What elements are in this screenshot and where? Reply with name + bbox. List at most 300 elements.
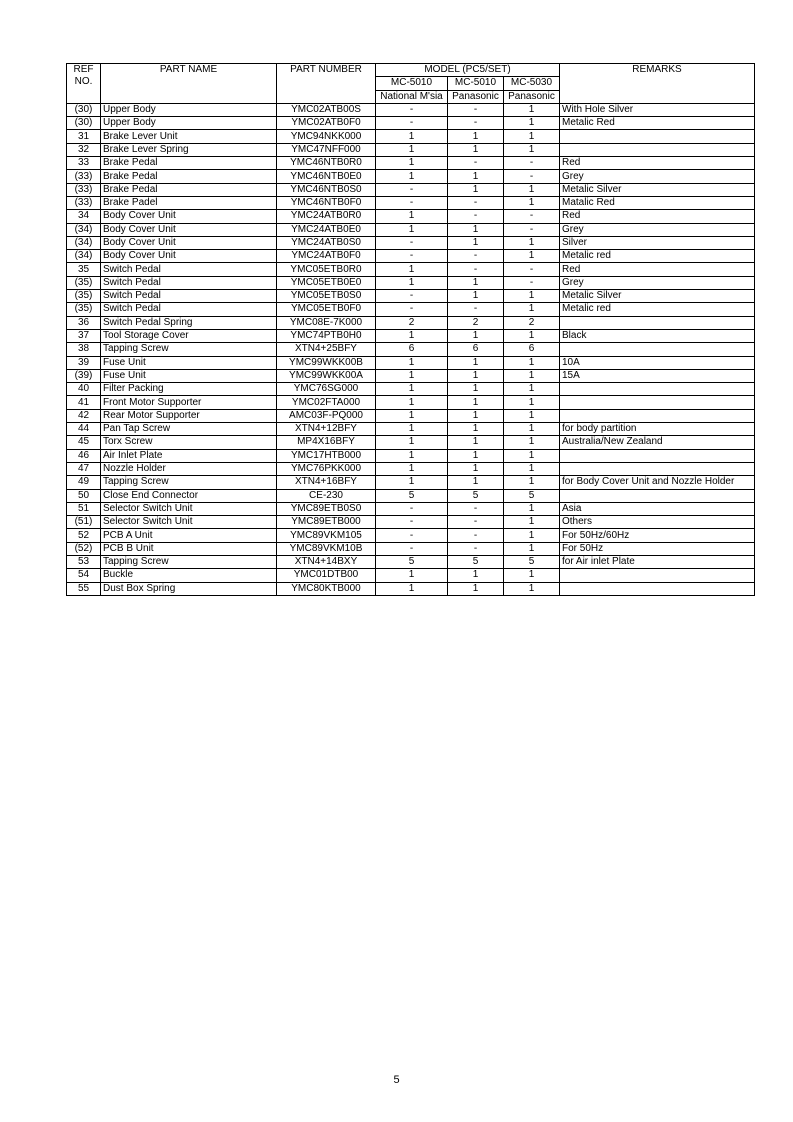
qty-panasonic-mc5030-cell: 1 — [504, 236, 560, 249]
part-name-cell: Brake Pedal — [101, 157, 277, 170]
qty-panasonic-mc5010-cell: - — [448, 210, 504, 223]
part-name-cell: Upper Body — [101, 103, 277, 116]
table-row — [67, 542, 755, 555]
qty-panasonic-mc5030-cell: 1 — [504, 449, 560, 462]
remarks-cell — [560, 396, 755, 409]
qty-panasonic-mc5030-cell: 1 — [504, 143, 560, 156]
ref-cell: 36 — [67, 316, 101, 329]
remarks-cell: Metalic Silver — [560, 183, 755, 196]
qty-panasonic-mc5010-cell: - — [448, 542, 504, 555]
page-number: 5 — [393, 1074, 400, 1086]
part-number-cell: YMC17HTB000 — [277, 449, 376, 462]
qty-panasonic-mc5010-cell: 1 — [448, 396, 504, 409]
qty-panasonic-mc5030-cell: - — [504, 210, 560, 223]
part-number-cell: YMC46NTB0E0 — [277, 170, 376, 183]
qty-national-mc5010-cell: - — [376, 196, 448, 209]
qty-national-mc5010-cell: 1 — [376, 396, 448, 409]
qty-panasonic-mc5010-cell: 1 — [448, 276, 504, 289]
qty-panasonic-mc5010-cell: 5 — [448, 489, 504, 502]
part-name-cell: Switch Pedal — [101, 290, 277, 303]
ref-cell: (30) — [67, 103, 101, 116]
qty-panasonic-mc5030-cell: 5 — [504, 489, 560, 502]
qty-national-mc5010-cell: - — [376, 303, 448, 316]
table-row — [67, 263, 755, 276]
ref-cell: 32 — [67, 143, 101, 156]
qty-panasonic-mc5010-cell: - — [448, 157, 504, 170]
ref-cell: (35) — [67, 276, 101, 289]
remarks-cell — [560, 582, 755, 595]
part-name-cell: Selector Switch Unit — [101, 516, 277, 529]
part-name-cell: Brake Pedal — [101, 183, 277, 196]
table-row — [67, 502, 755, 515]
table-row — [67, 569, 755, 582]
qty-panasonic-mc5030-cell: - — [504, 263, 560, 276]
part-name-cell: Brake Lever Unit — [101, 130, 277, 143]
table-row — [67, 290, 755, 303]
table-row — [67, 529, 755, 542]
qty-panasonic-mc5010-cell: 1 — [448, 236, 504, 249]
part-number-cell: YMC89VKM105 — [277, 529, 376, 542]
table-row — [67, 196, 755, 209]
remarks-cell: for body partition — [560, 423, 755, 436]
part-name-cell: Dust Box Spring — [101, 582, 277, 595]
part-number-cell: CE-230 — [277, 489, 376, 502]
no-header-label: NO. — [74, 76, 93, 87]
part-number-cell: YMC01DTB00 — [277, 569, 376, 582]
qty-panasonic-mc5010-cell: - — [448, 529, 504, 542]
table-row — [67, 462, 755, 475]
qty-panasonic-mc5030-cell: 1 — [504, 423, 560, 436]
remarks-cell: Silver — [560, 236, 755, 249]
ref-cell: 49 — [67, 476, 101, 489]
qty-panasonic-mc5010-cell: - — [448, 303, 504, 316]
ref-cell: 46 — [67, 449, 101, 462]
qty-panasonic-mc5010-cell: 1 — [448, 569, 504, 582]
table-row — [67, 223, 755, 236]
qty-panasonic-mc5030-cell: 2 — [504, 316, 560, 329]
part-number-cell: YMC46NTB0F0 — [277, 196, 376, 209]
model-header: MODEL (PC5/SET) — [376, 64, 560, 77]
remarks-cell: Metalic Red — [560, 117, 755, 130]
remarks-cell: For 50Hz/60Hz — [560, 529, 755, 542]
qty-panasonic-mc5030-cell: 1 — [504, 130, 560, 143]
qty-national-mc5010-cell: 2 — [376, 316, 448, 329]
qty-national-mc5010-cell: 1 — [376, 170, 448, 183]
remarks-cell — [560, 489, 755, 502]
part-number-cell: YMC46NTB0R0 — [277, 157, 376, 170]
ref-cell: 38 — [67, 343, 101, 356]
part-number-cell: YMC46NTB0S0 — [277, 183, 376, 196]
table-row — [67, 329, 755, 342]
qty-panasonic-mc5010-cell: 1 — [448, 170, 504, 183]
part-number-cell: YMC47NFF000 — [277, 143, 376, 156]
part-name-cell: PCB B Unit — [101, 542, 277, 555]
part-number-cell: YMC24ATB0E0 — [277, 223, 376, 236]
part-number-cell: YMC89ETB000 — [277, 516, 376, 529]
qty-national-mc5010-cell: 1 — [376, 369, 448, 382]
remarks-cell: Metalic red — [560, 303, 755, 316]
qty-panasonic-mc5010-cell: - — [448, 263, 504, 276]
qty-panasonic-mc5030-cell: - — [504, 157, 560, 170]
table-row — [67, 303, 755, 316]
table-row — [67, 210, 755, 223]
qty-panasonic-mc5030-cell: 1 — [504, 542, 560, 555]
part-number-cell: YMC08E-7K000 — [277, 316, 376, 329]
parts-list-sheet — [66, 63, 754, 596]
qty-panasonic-mc5030-cell: 1 — [504, 183, 560, 196]
qty-panasonic-mc5010-cell: 1 — [448, 449, 504, 462]
part-name-cell: Brake Padel — [101, 196, 277, 209]
part-number-cell: YMC80KTB000 — [277, 582, 376, 595]
table-row — [67, 236, 755, 249]
qty-panasonic-mc5030-cell: 1 — [504, 462, 560, 475]
part-name-cell: Tool Storage Cover — [101, 329, 277, 342]
ref-header-label: REF — [73, 64, 94, 75]
table-row — [67, 476, 755, 489]
part-name-cell: Tapping Screw — [101, 555, 277, 568]
qty-panasonic-mc5010-cell: 1 — [448, 436, 504, 449]
qty-panasonic-mc5010-cell: - — [448, 516, 504, 529]
qty-national-mc5010-cell: 1 — [376, 436, 448, 449]
table-row — [67, 582, 755, 595]
qty-panasonic-mc5030-cell: 5 — [504, 555, 560, 568]
table-row — [67, 436, 755, 449]
part-name-cell: Torx Screw — [101, 436, 277, 449]
qty-national-mc5010-cell: 1 — [376, 329, 448, 342]
qty-national-mc5010-cell: - — [376, 290, 448, 303]
part-name-cell: Switch Pedal Spring — [101, 316, 277, 329]
part-number-cell: YMC02ATB0F0 — [277, 117, 376, 130]
remarks-cell: Grey — [560, 223, 755, 236]
table-row — [67, 170, 755, 183]
model-name-header: MC-5010 — [376, 77, 448, 90]
qty-national-mc5010-cell: 1 — [376, 223, 448, 236]
part-number-cell: XTN4+14BXY — [277, 555, 376, 568]
qty-panasonic-mc5010-cell: - — [448, 196, 504, 209]
table-row — [67, 143, 755, 156]
part-number-cell: MP4X16BFY — [277, 436, 376, 449]
table-row — [67, 316, 755, 329]
qty-panasonic-mc5010-cell: 1 — [448, 143, 504, 156]
table-header — [67, 64, 755, 104]
part-number-cell: YMC99WKK00B — [277, 356, 376, 369]
model-brand-header: National M'sia — [376, 90, 448, 103]
remarks-cell: Black — [560, 329, 755, 342]
qty-national-mc5010-cell: - — [376, 183, 448, 196]
qty-panasonic-mc5010-cell: 1 — [448, 423, 504, 436]
part-name-cell: Tapping Screw — [101, 343, 277, 356]
qty-national-mc5010-cell: - — [376, 516, 448, 529]
table-row — [67, 555, 755, 568]
ref-cell: (33) — [67, 170, 101, 183]
part-name-cell: Selector Switch Unit — [101, 502, 277, 515]
part-name-cell: Front Motor Supporter — [101, 396, 277, 409]
ref-cell: (35) — [67, 290, 101, 303]
qty-panasonic-mc5030-cell: 1 — [504, 409, 560, 422]
ref-cell: 44 — [67, 423, 101, 436]
ref-cell: 51 — [67, 502, 101, 515]
part-number-cell: YMC89ETB0S0 — [277, 502, 376, 515]
ref-cell: (34) — [67, 223, 101, 236]
qty-panasonic-mc5030-cell: 1 — [504, 290, 560, 303]
part-number-header: PART NUMBER — [277, 64, 376, 104]
qty-national-mc5010-cell: 1 — [376, 582, 448, 595]
qty-panasonic-mc5030-cell: - — [504, 276, 560, 289]
ref-cell: (52) — [67, 542, 101, 555]
part-number-cell: YMC99WKK00A — [277, 369, 376, 382]
part-number-cell: YMC24ATB0F0 — [277, 250, 376, 263]
remarks-cell: 15A — [560, 369, 755, 382]
part-number-cell: YMC24ATB0S0 — [277, 236, 376, 249]
ref-cell: 47 — [67, 462, 101, 475]
qty-national-mc5010-cell: - — [376, 529, 448, 542]
qty-panasonic-mc5010-cell: 5 — [448, 555, 504, 568]
table-row — [67, 183, 755, 196]
qty-panasonic-mc5010-cell: - — [448, 502, 504, 515]
qty-panasonic-mc5030-cell: 1 — [504, 356, 560, 369]
ref-cell: (35) — [67, 303, 101, 316]
ref-cell: 41 — [67, 396, 101, 409]
part-name-cell: PCB A Unit — [101, 529, 277, 542]
ref-cell: 50 — [67, 489, 101, 502]
part-name-cell: Fuse Unit — [101, 369, 277, 382]
ref-cell: (51) — [67, 516, 101, 529]
remarks-cell: Asia — [560, 502, 755, 515]
qty-panasonic-mc5010-cell: 2 — [448, 316, 504, 329]
remarks-cell: Red — [560, 210, 755, 223]
qty-national-mc5010-cell: 1 — [376, 276, 448, 289]
qty-panasonic-mc5010-cell: 1 — [448, 383, 504, 396]
part-number-cell: AMC03F-PQ000 — [277, 409, 376, 422]
qty-national-mc5010-cell: 6 — [376, 343, 448, 356]
table-row — [67, 117, 755, 130]
qty-panasonic-mc5010-cell: 1 — [448, 356, 504, 369]
part-name-cell: Switch Pedal — [101, 263, 277, 276]
qty-panasonic-mc5030-cell: 1 — [504, 476, 560, 489]
ref-cell: (34) — [67, 236, 101, 249]
part-name-cell: Air Inlet Plate — [101, 449, 277, 462]
ref-cell: (34) — [67, 250, 101, 263]
ref-cell: 42 — [67, 409, 101, 422]
remarks-cell — [560, 409, 755, 422]
model-brand-header: Panasonic — [448, 90, 504, 103]
part-name-cell: Switch Pedal — [101, 276, 277, 289]
remarks-cell: for Air inlet Plate — [560, 555, 755, 568]
table-row — [67, 383, 755, 396]
qty-national-mc5010-cell: 1 — [376, 462, 448, 475]
parts-table-body — [67, 103, 755, 595]
part-number-cell: XTN4+25BFY — [277, 343, 376, 356]
part-number-cell: YMC76SG000 — [277, 383, 376, 396]
qty-panasonic-mc5010-cell: 1 — [448, 329, 504, 342]
remarks-cell: Others — [560, 516, 755, 529]
qty-panasonic-mc5010-cell: 6 — [448, 343, 504, 356]
ref-cell: 37 — [67, 329, 101, 342]
table-row — [67, 356, 755, 369]
ref-cell: (30) — [67, 117, 101, 130]
remarks-cell — [560, 316, 755, 329]
qty-panasonic-mc5030-cell: 1 — [504, 369, 560, 382]
remarks-cell: for Body Cover Unit and Nozzle Holder — [560, 476, 755, 489]
qty-national-mc5010-cell: 1 — [376, 210, 448, 223]
part-name-cell: Pan Tap Screw — [101, 423, 277, 436]
part-name-cell: Fuse Unit — [101, 356, 277, 369]
qty-panasonic-mc5030-cell: - — [504, 223, 560, 236]
qty-panasonic-mc5030-cell: - — [504, 170, 560, 183]
qty-national-mc5010-cell: 1 — [376, 476, 448, 489]
part-name-cell: Nozzle Holder — [101, 462, 277, 475]
qty-national-mc5010-cell: - — [376, 236, 448, 249]
table-row — [67, 423, 755, 436]
qty-panasonic-mc5010-cell: 1 — [448, 462, 504, 475]
part-name-cell: Switch Pedal — [101, 303, 277, 316]
remarks-cell — [560, 569, 755, 582]
remarks-cell — [560, 343, 755, 356]
ref-cell: 35 — [67, 263, 101, 276]
qty-national-mc5010-cell: - — [376, 103, 448, 116]
ref-cell: 53 — [67, 555, 101, 568]
qty-national-mc5010-cell: 5 — [376, 555, 448, 568]
table-row — [67, 489, 755, 502]
qty-panasonic-mc5030-cell: 1 — [504, 117, 560, 130]
model-name-header: MC-5030 — [504, 77, 560, 90]
part-name-cell: Body Cover Unit — [101, 250, 277, 263]
qty-national-mc5010-cell: 1 — [376, 423, 448, 436]
table-row — [67, 396, 755, 409]
qty-panasonic-mc5030-cell: 1 — [504, 396, 560, 409]
qty-panasonic-mc5030-cell: 1 — [504, 250, 560, 263]
remarks-cell: For 50Hz — [560, 542, 755, 555]
qty-panasonic-mc5010-cell: 1 — [448, 369, 504, 382]
part-name-cell: Filter Packing — [101, 383, 277, 396]
remarks-cell — [560, 130, 755, 143]
qty-national-mc5010-cell: 1 — [376, 569, 448, 582]
remarks-cell — [560, 143, 755, 156]
qty-panasonic-mc5010-cell: - — [448, 250, 504, 263]
qty-national-mc5010-cell: - — [376, 250, 448, 263]
part-name-cell: Tapping Screw — [101, 476, 277, 489]
table-row — [67, 369, 755, 382]
qty-national-mc5010-cell: - — [376, 542, 448, 555]
table-row — [67, 157, 755, 170]
qty-panasonic-mc5030-cell: 1 — [504, 303, 560, 316]
qty-panasonic-mc5010-cell: 1 — [448, 582, 504, 595]
qty-national-mc5010-cell: - — [376, 117, 448, 130]
ref-cell: (33) — [67, 183, 101, 196]
qty-panasonic-mc5030-cell: 1 — [504, 103, 560, 116]
table-row — [67, 343, 755, 356]
remarks-cell: Red — [560, 157, 755, 170]
qty-national-mc5010-cell: 1 — [376, 383, 448, 396]
qty-panasonic-mc5030-cell: 1 — [504, 329, 560, 342]
remarks-cell: Australia/New Zealand — [560, 436, 755, 449]
qty-panasonic-mc5010-cell: 1 — [448, 130, 504, 143]
qty-panasonic-mc5030-cell: 1 — [504, 383, 560, 396]
part-number-cell: XTN4+12BFY — [277, 423, 376, 436]
model-name-header: MC-5010 — [448, 77, 504, 90]
part-number-cell: YMC02FTA000 — [277, 396, 376, 409]
qty-national-mc5010-cell: 1 — [376, 263, 448, 276]
qty-panasonic-mc5010-cell: 1 — [448, 476, 504, 489]
remarks-cell: Red — [560, 263, 755, 276]
ref-cell: (33) — [67, 196, 101, 209]
qty-panasonic-mc5030-cell: 1 — [504, 569, 560, 582]
remarks-cell: 10A — [560, 356, 755, 369]
part-number-cell: XTN4+16BFY — [277, 476, 376, 489]
ref-cell: 31 — [67, 130, 101, 143]
remarks-cell — [560, 383, 755, 396]
part-number-cell: YMC05ETB0S0 — [277, 290, 376, 303]
qty-national-mc5010-cell: 5 — [376, 489, 448, 502]
part-number-cell: YMC89VKM10B — [277, 542, 376, 555]
table-row — [67, 276, 755, 289]
part-name-cell: Upper Body — [101, 117, 277, 130]
remarks-cell: Metalic Silver — [560, 290, 755, 303]
qty-panasonic-mc5030-cell: 1 — [504, 436, 560, 449]
qty-national-mc5010-cell: - — [376, 502, 448, 515]
part-number-cell: YMC05ETB0R0 — [277, 263, 376, 276]
table-row — [67, 103, 755, 116]
ref-cell: 40 — [67, 383, 101, 396]
qty-panasonic-mc5030-cell: 1 — [504, 529, 560, 542]
part-name-header: PART NAME — [101, 64, 277, 104]
part-number-cell: YMC76PKK000 — [277, 462, 376, 475]
ref-cell: 33 — [67, 157, 101, 170]
table-row — [67, 130, 755, 143]
part-name-cell: Brake Lever Spring — [101, 143, 277, 156]
parts-table — [66, 63, 755, 596]
qty-panasonic-mc5010-cell: 1 — [448, 223, 504, 236]
qty-national-mc5010-cell: 1 — [376, 409, 448, 422]
ref-cell: (39) — [67, 369, 101, 382]
part-name-cell: Buckle — [101, 569, 277, 582]
qty-panasonic-mc5030-cell: 1 — [504, 502, 560, 515]
remarks-cell — [560, 449, 755, 462]
qty-panasonic-mc5030-cell: 1 — [504, 516, 560, 529]
table-row — [67, 449, 755, 462]
ref-cell: 52 — [67, 529, 101, 542]
qty-panasonic-mc5010-cell: 1 — [448, 290, 504, 303]
qty-national-mc5010-cell: 1 — [376, 157, 448, 170]
model-brand-header: Panasonic — [504, 90, 560, 103]
table-row — [67, 250, 755, 263]
part-name-cell: Body Cover Unit — [101, 223, 277, 236]
qty-panasonic-mc5010-cell: 1 — [448, 183, 504, 196]
remarks-cell: Metalic red — [560, 250, 755, 263]
remarks-cell: With Hole Silver — [560, 103, 755, 116]
ref-cell: 55 — [67, 582, 101, 595]
remarks-cell — [560, 462, 755, 475]
part-number-cell: YMC74PTB0H0 — [277, 329, 376, 342]
part-number-cell: YMC05ETB0F0 — [277, 303, 376, 316]
ref-cell: 54 — [67, 569, 101, 582]
table-row — [67, 409, 755, 422]
qty-national-mc5010-cell: 1 — [376, 356, 448, 369]
ref-no-header — [67, 64, 101, 104]
remarks-cell: Grey — [560, 170, 755, 183]
part-number-cell: YMC05ETB0E0 — [277, 276, 376, 289]
qty-panasonic-mc5030-cell: 1 — [504, 196, 560, 209]
part-name-cell: Body Cover Unit — [101, 236, 277, 249]
table-row — [67, 516, 755, 529]
part-number-cell: YMC02ATB00S — [277, 103, 376, 116]
qty-panasonic-mc5030-cell: 6 — [504, 343, 560, 356]
ref-cell: 45 — [67, 436, 101, 449]
part-name-cell: Close End Connector — [101, 489, 277, 502]
qty-panasonic-mc5030-cell: 1 — [504, 582, 560, 595]
remarks-cell: Matalic Red — [560, 196, 755, 209]
ref-cell: 39 — [67, 356, 101, 369]
